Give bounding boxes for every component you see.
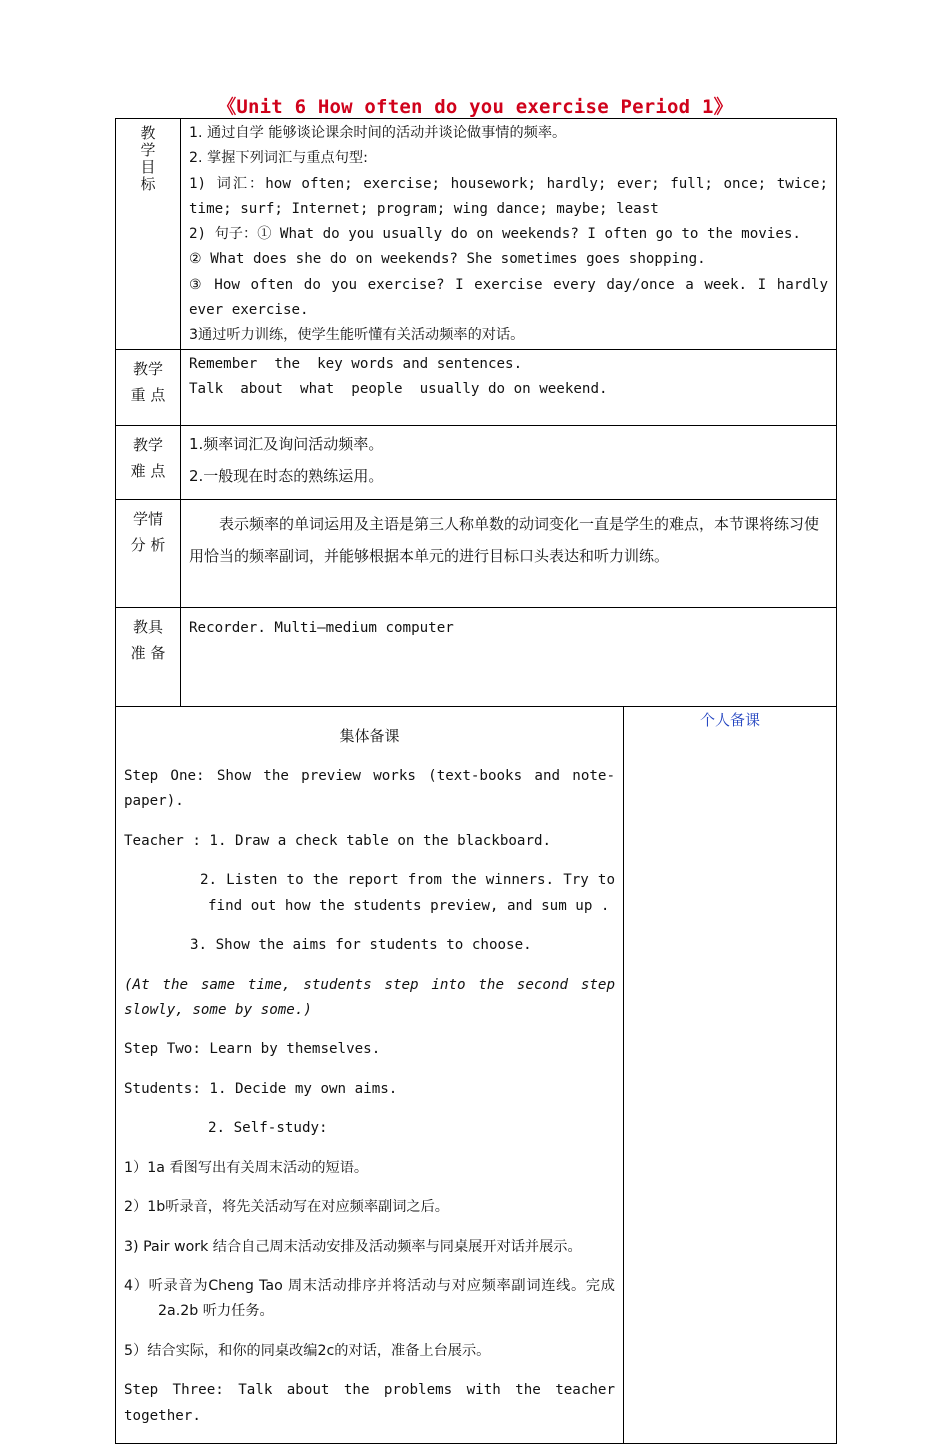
- objective-line: 1. 通过自学 能够谈论课余时间的活动并谈论做事情的频率。: [189, 125, 567, 141]
- task-line: 5）结合实际，和你的同桌改编2c的对话，准备上台展示。: [124, 1342, 491, 1359]
- objective-vocab: 1) 词汇：how often; exercise; housework; hardly; ever; full; once; twice; time; surf; Internet; program; wing dance; maybe; least: [189, 175, 828, 217]
- objective-sentence: ② What does she do on weekends? She sometimes goes shopping.: [189, 251, 706, 268]
- students-line: Students: 1. Decide my own aims.: [124, 1080, 398, 1097]
- key-points-row: [116, 349, 837, 425]
- step-one: Step One: Show the preview works (text-books and note-paper).: [124, 767, 615, 810]
- collective-heading: 集体备课: [339, 726, 400, 745]
- task-line: 2）1b听录音，将先关活动写在对应频率副词之后。: [124, 1199, 449, 1216]
- personal-heading: 个人备课: [699, 710, 760, 729]
- difficulties-row: [116, 425, 837, 499]
- teacher-line: 2. Listen to the report from the winners. Try to find out how the students preview, and sum up .: [200, 872, 615, 914]
- analysis-row: [116, 499, 837, 607]
- preparation-content: Recorder. Multi—medium computer: [181, 607, 837, 706]
- key-points-label: 教学 重 点: [116, 349, 181, 425]
- objective-line: 3通过听力训练，使学生能听懂有关活动频率的对话。: [189, 327, 525, 344]
- difficulties-label: 教学 难 点: [116, 425, 181, 499]
- step-two: Step Two: Learn by themselves.: [124, 1041, 381, 1058]
- objectives-label: 教 学 目 标: [116, 119, 181, 350]
- task-line: 4）听录音为Cheng Tao 周末活动排序并将活动与对应频率副词连线。完成2a.2b 听力任务。: [124, 1278, 615, 1320]
- task-line: 1）1a 看图写出有关周末活动的短语。: [124, 1159, 369, 1176]
- analysis-label: 学情 分 析: [116, 499, 181, 607]
- objective-sentence: 2) 句子：① What do you usually do on weekends? I often go to the movies.: [189, 226, 801, 243]
- analysis-content: 表示频率的单词运用及主语是第三人称单数的动词变化一直是学生的难点，本节课将练习使用恰当的频率副词，并能够根据本单元的进行目标口头表达和听力训练。: [181, 499, 837, 607]
- objectives-content: [181, 119, 837, 350]
- collective-row: [116, 706, 837, 1444]
- difficulties-content: 1.频率词汇及询问活动频率。 2.一般现在时态的熟练运用。: [181, 425, 837, 499]
- teacher-line: Teacher : 1. Draw a check table on the blackboard.: [124, 832, 552, 849]
- teacher-line: 3. Show the aims for students to choose.: [190, 937, 532, 954]
- objective-sentence: ③ How often do you exercise? I exercise every day/once a week. I hardly ever exercise.: [189, 276, 828, 319]
- collective-content: [116, 706, 624, 1444]
- objective-line: 2. 掌握下列词汇与重点句型:: [189, 150, 368, 167]
- lesson-plan-table: [115, 118, 837, 1444]
- objectives-row: [116, 119, 837, 350]
- task-line: 3) Pair work 结合自己周末活动安排及活动频率与同桌展开对话并展示。: [124, 1238, 582, 1255]
- personal-content: [624, 706, 837, 1444]
- preparation-label: 教具 准 备: [116, 607, 181, 706]
- step-three: Step Three: Talk about the problems with the teacher together.: [124, 1382, 615, 1424]
- note-line: (At the same time, students step into the second step slowly, some by some.): [124, 976, 615, 1018]
- preparation-row: [116, 607, 837, 706]
- document-title: 《Unit 6 How often do you exercise Period 1》: [217, 96, 733, 118]
- students-line: 2. Self-study:: [208, 1120, 328, 1137]
- key-points-content: Remember the key words and sentences. Talk about what people usually do on weekend.: [181, 349, 837, 425]
